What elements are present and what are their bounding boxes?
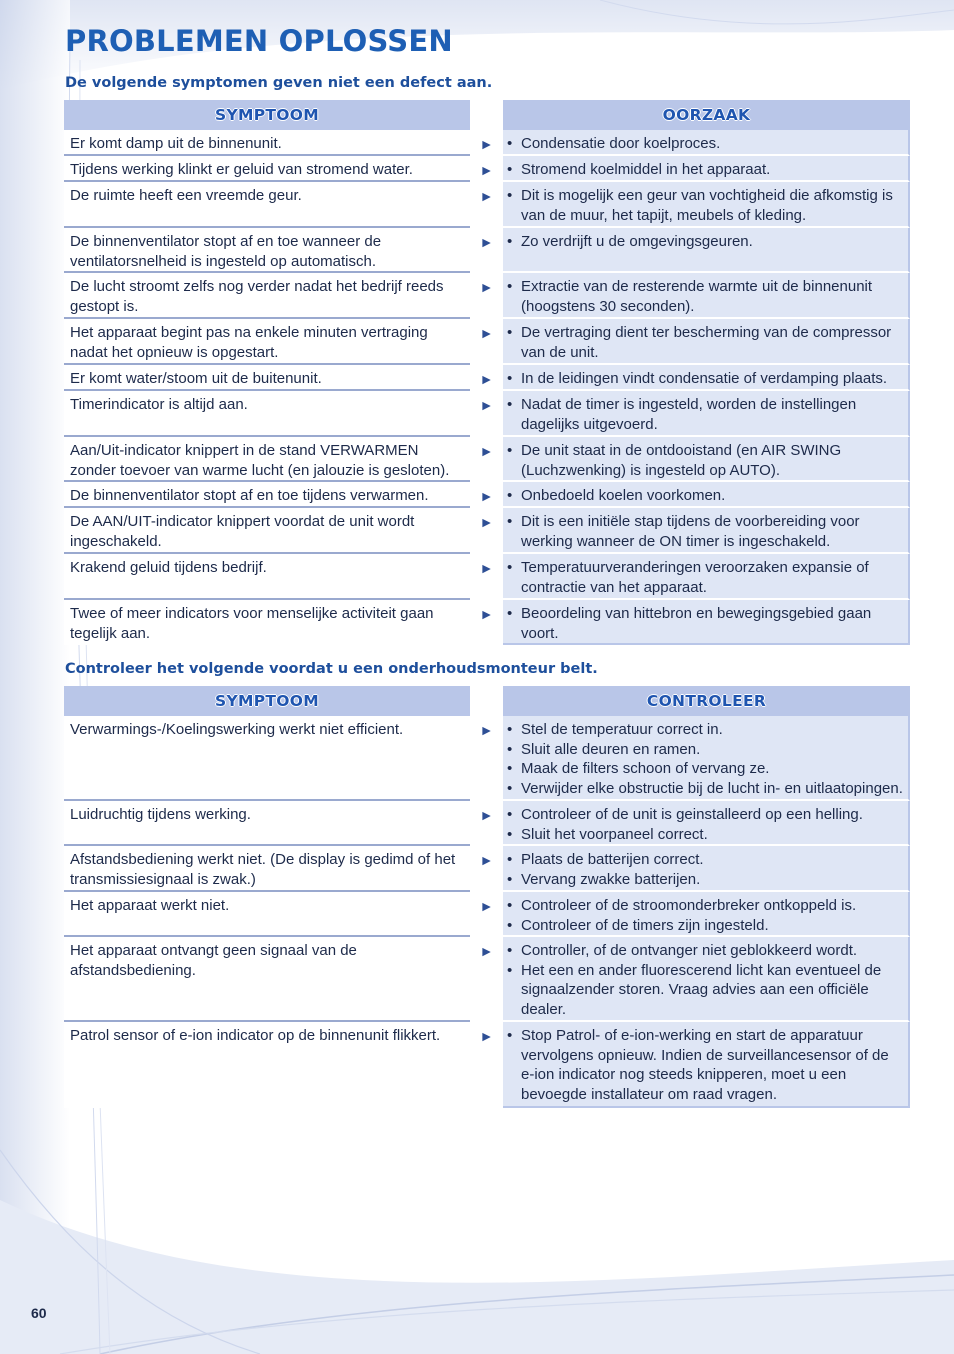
bullet-item <box>507 395 904 434</box>
bullet-icon: • <box>507 559 513 576</box>
symptom-cell: Tijdens werking klinkt er geluid van stromend water. <box>64 156 470 182</box>
header-symptom: SYMPTOOM <box>64 100 470 130</box>
cause-cell <box>503 1022 910 1108</box>
bullet-item <box>507 512 904 551</box>
bullet-item <box>507 604 904 643</box>
bullet-item <box>507 759 904 779</box>
cause-cell <box>503 437 910 482</box>
bullet-text: Zo verdrijft u de omgevingsgeuren. <box>521 233 753 250</box>
bullet-item <box>507 232 904 252</box>
table-row <box>64 554 910 600</box>
bullet-item <box>507 186 904 225</box>
bullet-icon: • <box>507 779 513 797</box>
arrow-right-icon: ► <box>479 162 494 178</box>
bullet-text: Condensatie door koelproces. <box>521 135 721 152</box>
table-row <box>64 228 910 273</box>
bullet-item <box>507 720 904 740</box>
bullet-text: Beoordeling van hittebron en bewegingsgebied gaan voort. <box>521 605 872 642</box>
table-row <box>64 156 910 182</box>
bullet-icon: • <box>507 760 513 778</box>
bullet-item <box>507 134 904 154</box>
header-cause: OORZAAK <box>503 100 910 130</box>
table-row <box>64 801 910 846</box>
section2-title: Controleer het volgende voordat u een onderhoudsmonteur belt. <box>65 661 598 677</box>
bullet-item <box>507 870 904 890</box>
arrow-right-icon: ► <box>479 325 494 341</box>
bullet-text: De unit staat in de ontdooistand (en AIR SWING (Luchzwenking) is ingesteld op AUTO). <box>521 442 842 479</box>
bullet-text: Verwijder elke obstructie bij de lucht in- en uitlaatopingen. <box>521 779 903 797</box>
cause-cell <box>503 228 910 273</box>
bullet-icon: • <box>507 370 513 387</box>
bullet-icon: • <box>507 396 513 413</box>
bullet-icon: • <box>507 916 513 934</box>
bullet-text: Nadat de timer is ingesteld, worden de instellingen dagelijks uitgevoerd. <box>521 396 857 433</box>
arrow-right-icon: ► <box>479 852 494 868</box>
bullet-item <box>507 961 904 1020</box>
symptom-cell: Het apparaat werkt niet. <box>64 892 470 937</box>
header-check: CONTROLEER <box>503 686 910 716</box>
symptom-cell: Krakend geluid tijdens bedrijf. <box>64 554 470 600</box>
arrow-right-icon: ► <box>479 1028 494 1044</box>
bullet-icon: • <box>507 278 513 295</box>
table-row <box>64 937 910 1022</box>
bullet-item <box>507 1026 904 1104</box>
bullet-item <box>507 558 904 597</box>
symptom-cell: Aan/Uit-indicator knippert in de stand VERWARMEN zonder toevoer van warme lucht (en jalouzie is gesloten). <box>64 437 470 482</box>
symptom-cell: Het apparaat begint pas na enkele minuten vertraging nadat het opnieuw is opgestart. <box>64 319 470 365</box>
bullet-item <box>507 277 904 316</box>
arrow-right-icon: ► <box>479 514 494 530</box>
table-header <box>64 100 910 130</box>
bullet-text: Dit is een initiële stap tijdens de voorbereiding voor werking wanneer de ON timer is ingeschakeld. <box>521 513 860 550</box>
arrow-right-icon: ► <box>479 371 494 387</box>
bullet-icon: • <box>507 187 513 204</box>
arrow-right-icon: ► <box>479 188 494 204</box>
bullet-icon: • <box>507 135 513 152</box>
bullet-item <box>507 323 904 362</box>
symptom-cell: Luidruchtig tijdens werking. <box>64 801 470 846</box>
table-row <box>64 273 910 319</box>
cause-cell <box>503 554 910 600</box>
bullet-text: Controller, of de ontvanger niet geblokkeerd wordt. <box>521 942 858 959</box>
bullet-item <box>507 805 904 825</box>
bullet-icon: • <box>507 442 513 459</box>
cause-cell <box>503 716 910 801</box>
table-row <box>64 365 910 391</box>
bullet-icon: • <box>507 721 513 738</box>
arrow-right-icon: ► <box>479 560 494 576</box>
bullet-text: Plaats de batterijen correct. <box>521 851 704 868</box>
bullet-text: In de leidingen vindt condensatie of verdamping plaats. <box>521 370 888 387</box>
bullet-item <box>507 825 904 845</box>
symptom-cell: Afstandsbediening werkt niet. (De display is gedimd of het transmissiesignaal is zwak.) <box>64 846 470 892</box>
symptom-cell: Verwarmings-/Koelingswerking werkt niet efficient. <box>64 716 470 801</box>
bullet-text: Sluit alle deuren en ramen. <box>521 740 701 758</box>
symptom-cell: Er komt damp uit de binnenunit. <box>64 130 470 156</box>
bullet-text: Sluit het voorpaneel correct. <box>521 825 708 843</box>
table-row <box>64 1022 910 1108</box>
bullet-text: Maak de filters schoon of vervang ze. <box>521 760 770 778</box>
bullet-icon: • <box>507 851 513 868</box>
bullet-icon: • <box>507 233 513 250</box>
bullet-item <box>507 160 904 180</box>
table-row <box>64 391 910 437</box>
bullet-item <box>507 779 904 799</box>
symptom-cell: De AAN/UIT-indicator knippert voordat de unit wordt ingeschakeld. <box>64 508 470 554</box>
symptom-cell: Twee of meer indicators voor menselijke activiteit gaan tegelijk aan. <box>64 600 470 645</box>
bullet-text: Stop Patrol- of e-ion-werking en start de apparatuur vervolgens opnieuw. Indien de surveillancesensor of de e-ion indicator nog steeds knipperen, moet u een bevoegde installateur om raad vragen. <box>521 1027 889 1103</box>
cause-cell <box>503 182 910 228</box>
symptom-cell: De lucht stroomt zelfs nog verder nadat het bedrijf reeds gestopt is. <box>64 273 470 319</box>
bullet-text: Controleer of de stroomonderbreker ontkoppeld is. <box>521 897 857 914</box>
bullet-icon: • <box>507 324 513 341</box>
bullet-item <box>507 369 904 389</box>
header-symptom: SYMPTOOM <box>64 686 470 716</box>
cause-cell <box>503 319 910 365</box>
arrow-right-icon: ► <box>479 722 494 738</box>
arrow-right-icon: ► <box>479 807 494 823</box>
bullet-text: Vervang zwakke batterijen. <box>521 870 701 888</box>
arrow-right-icon: ► <box>479 136 494 152</box>
bullet-icon: • <box>507 961 513 979</box>
bullet-icon: • <box>507 487 513 504</box>
bullet-item <box>507 850 904 870</box>
bullet-icon: • <box>507 161 513 178</box>
symptom-cell: Er komt water/stoom uit de buitenunit. <box>64 365 470 391</box>
symptom-cell: Patrol sensor of e-ion indicator op de binnenunit flikkert. <box>64 1022 470 1108</box>
bullet-item <box>507 740 904 760</box>
bullet-icon: • <box>507 897 513 914</box>
bullet-text: Het een en ander fluorescerend licht kan eventueel de signaalzender storen. Vraag advies aan een officiële dealer. <box>521 961 882 1018</box>
table-row <box>64 508 910 554</box>
bullet-text: Controleer of de unit is geinstalleerd op een helling. <box>521 806 863 823</box>
arrow-right-icon: ► <box>479 234 494 250</box>
no-defect-table <box>64 100 910 645</box>
arrow-right-icon: ► <box>479 488 494 504</box>
arrow-right-icon: ► <box>479 279 494 295</box>
arrow-right-icon: ► <box>479 443 494 459</box>
arrow-right-icon: ► <box>479 898 494 914</box>
symptom-cell: Timerindicator is altijd aan. <box>64 391 470 437</box>
bullet-icon: • <box>507 513 513 530</box>
bullet-item <box>507 941 904 961</box>
arrow-right-icon: ► <box>479 943 494 959</box>
bullet-text: Dit is mogelijk een geur van vochtigheid die afkomstig is van de muur, het tapijt, meubels of kleding. <box>521 187 893 224</box>
cause-cell <box>503 273 910 319</box>
bullet-icon: • <box>507 870 513 888</box>
table-row <box>64 600 910 645</box>
cause-cell <box>503 130 910 156</box>
cause-cell <box>503 508 910 554</box>
cause-cell <box>503 801 910 846</box>
bullet-item <box>507 896 904 916</box>
table-row <box>64 437 910 482</box>
bullet-text: Extractie van de resterende warmte uit de binnenunit (hoogstens 30 seconden). <box>521 278 873 315</box>
bullet-text: De vertraging dient ter bescherming van de compressor van de unit. <box>521 324 892 361</box>
bullet-item <box>507 916 904 936</box>
bullet-icon: • <box>507 825 513 843</box>
arrow-right-icon: ► <box>479 397 494 413</box>
cause-cell <box>503 391 910 437</box>
bullet-icon: • <box>507 740 513 758</box>
table-row <box>64 319 910 365</box>
bullet-text: Stel de temperatuur correct in. <box>521 721 723 738</box>
bullet-icon: • <box>507 942 513 959</box>
table-row <box>64 130 910 156</box>
cause-cell <box>503 892 910 937</box>
cause-cell <box>503 937 910 1022</box>
table-row <box>64 482 910 508</box>
table-header <box>64 686 910 716</box>
symptom-cell: De ruimte heeft een vreemde geur. <box>64 182 470 228</box>
cause-cell <box>503 600 910 645</box>
cause-cell <box>503 482 910 508</box>
bullet-text: Onbedoeld koelen voorkomen. <box>521 487 726 504</box>
table-row <box>64 182 910 228</box>
cause-cell <box>503 365 910 391</box>
bullet-text: Stromend koelmiddel in het apparaat. <box>521 161 771 178</box>
bullet-text: Controleer of de timers zijn ingesteld. <box>521 916 769 934</box>
symptom-cell: De binnenventilator stopt af en toe wanneer de ventilatorsnelheid is ingesteld op automatisch. <box>64 228 470 273</box>
bullet-item <box>507 486 904 506</box>
check-table <box>64 686 910 1108</box>
table-row <box>64 846 910 892</box>
cause-cell <box>503 846 910 892</box>
section1-title: De volgende symptomen geven niet een defect aan. <box>65 75 493 91</box>
bullet-icon: • <box>507 1027 513 1044</box>
bullet-icon: • <box>507 806 513 823</box>
symptom-cell: Het apparaat ontvangt geen signaal van de afstandsbediening. <box>64 937 470 1022</box>
arrow-right-icon: ► <box>479 606 494 622</box>
table-row <box>64 892 910 937</box>
bullet-item <box>507 441 904 480</box>
cause-cell <box>503 156 910 182</box>
bullet-text: Temperatuurveranderingen veroorzaken expansie of contractie van het apparaat. <box>521 559 869 596</box>
page-number: 60 <box>31 1305 47 1321</box>
table-row <box>64 716 910 801</box>
bullet-icon: • <box>507 605 513 622</box>
symptom-cell: De binnenventilator stopt af en toe tijdens verwarmen. <box>64 482 470 508</box>
page-title: PROBLEMEN OPLOSSEN <box>65 24 453 58</box>
